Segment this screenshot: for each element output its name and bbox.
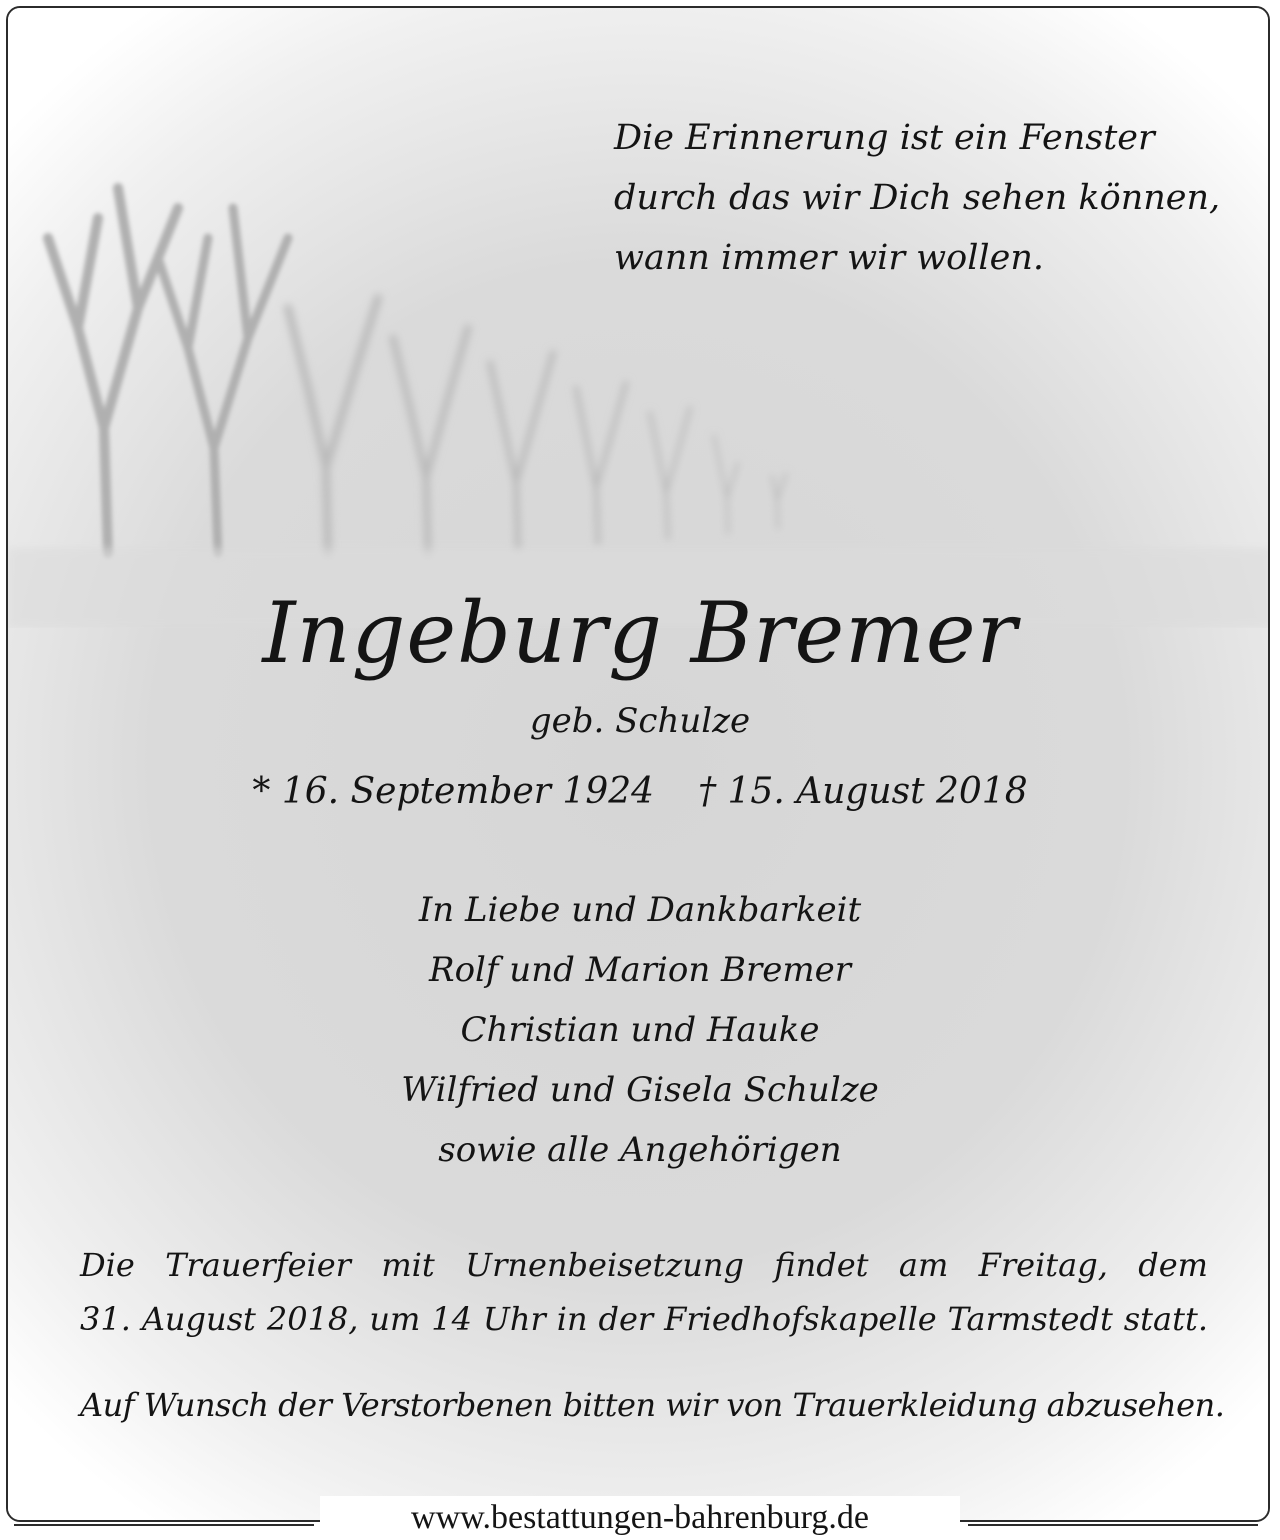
funeral-home-website: www.bestattungen-bahrenburg.de <box>320 1496 960 1540</box>
memorial-quote <box>614 108 1254 288</box>
attire-wish: Auf Wunsch der Verstorbenen bitten wir von Trauerkleidung abzusehen. <box>80 1386 1225 1424</box>
deceased-name: Ingeburg Bremer <box>262 584 1018 682</box>
mourner-line: Christian und Hauke <box>460 1010 820 1050</box>
quote-line: durch das wir Dich sehen können, <box>614 178 1221 218</box>
service-announcement <box>80 1238 1208 1346</box>
quote-line: wann immer wir wollen. <box>614 238 1044 278</box>
mourner-line: Rolf und Marion Bremer <box>428 950 852 990</box>
service-line: Die Trauerfeier mit Urnenbeisetzung findet am Freitag, dem <box>80 1246 1208 1284</box>
mourner-line: In Liebe und Dankbarkeit <box>418 890 862 930</box>
mourner-line: sowie alle Angehörigen <box>438 1130 842 1170</box>
misty-tree-row-illustration <box>8 8 1270 628</box>
maiden-name: geb. Schulze <box>529 701 751 741</box>
quote-line: Die Erinnerung ist ein Fenster <box>614 118 1155 158</box>
mourner-line: Wilfried und Gisela Schulze <box>401 1070 879 1110</box>
footer-rule-right <box>968 1524 1258 1526</box>
obituary-card <box>6 6 1270 1522</box>
mourners-list <box>8 880 1270 1180</box>
life-dates <box>8 766 1270 818</box>
death-date: † 15. August 2018 <box>698 771 1028 812</box>
footer-rule-left <box>14 1524 314 1526</box>
birth-date: * 16. September 1924 <box>252 771 655 812</box>
service-line: 31. August 2018, um 14 Uhr in der Friedhofskapelle Tarmstedt statt. <box>80 1300 1208 1338</box>
